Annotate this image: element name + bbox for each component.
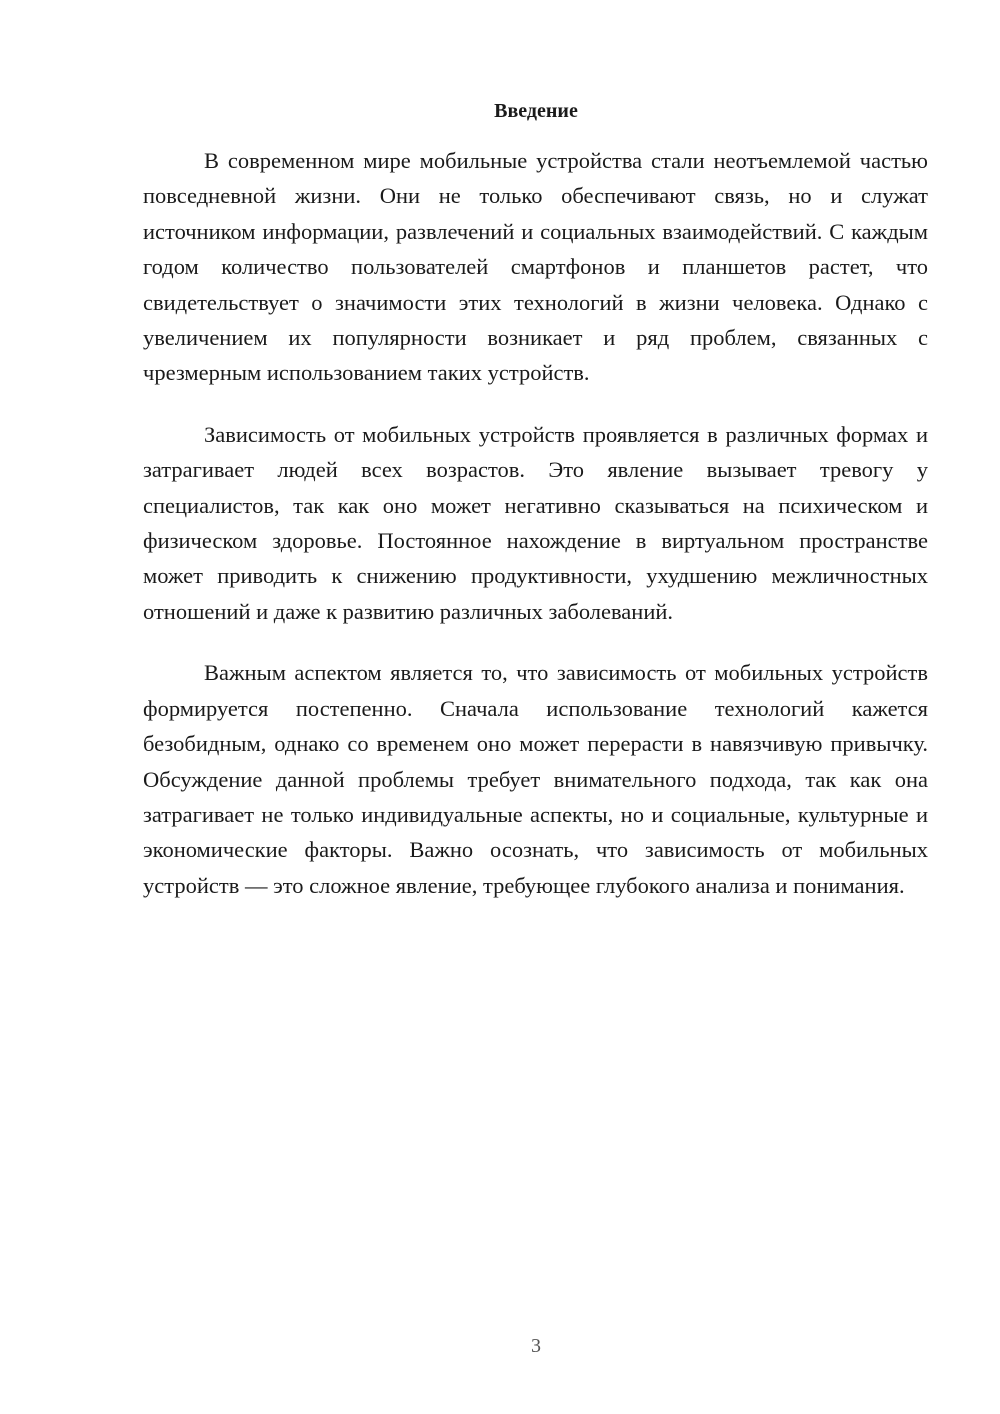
page-number: 3: [531, 1335, 541, 1357]
section-heading: Введение: [494, 100, 578, 122]
body-text: [143, 143, 928, 929]
paragraph-3: Важным аспектом является то, что зависимость от мобильных устройств формируется постепенно. Сначала использование технологий кажется безобидным, однако со временем оно может перерасти в навязчивую привычку. Обсуждение данной проблемы требует внимательного подхода, так как она затрагивает не только индивидуальные аспекты, но и социальные, культурные и экономические факторы. Важно осознать, что зависимость от мобильных устройств — это сложное явление, требующее глубокого анализа и понимания.: [143, 660, 928, 898]
paragraph-2: Зависимость от мобильных устройств проявляется в различных формах и затрагивает людей всех возрастов. Это явление вызывает тревогу у специалистов, так как оно может негативно сказываться на психическом и физическом здоровье. Постоянное нахождение в виртуальном пространстве может приводить к снижению продуктивности, ухудшению межличностных отношений и даже к развитию различных заболеваний.: [143, 421, 928, 624]
paragraph-1: В современном мире мобильные устройства стали неотъемлемой частью повседневной жизни. Они не только обеспечивают связь, но и служат источником информации, развлечений и социальных взаимодействий. С каждым годом количество пользователей смартфонов и планшетов растет, что свидетельствует о значимости этих технологий в жизни человека. Однако с увеличением их популярности возникает и ряд проблем, связанных с чрезмерным использованием таких устройств.: [143, 148, 928, 386]
